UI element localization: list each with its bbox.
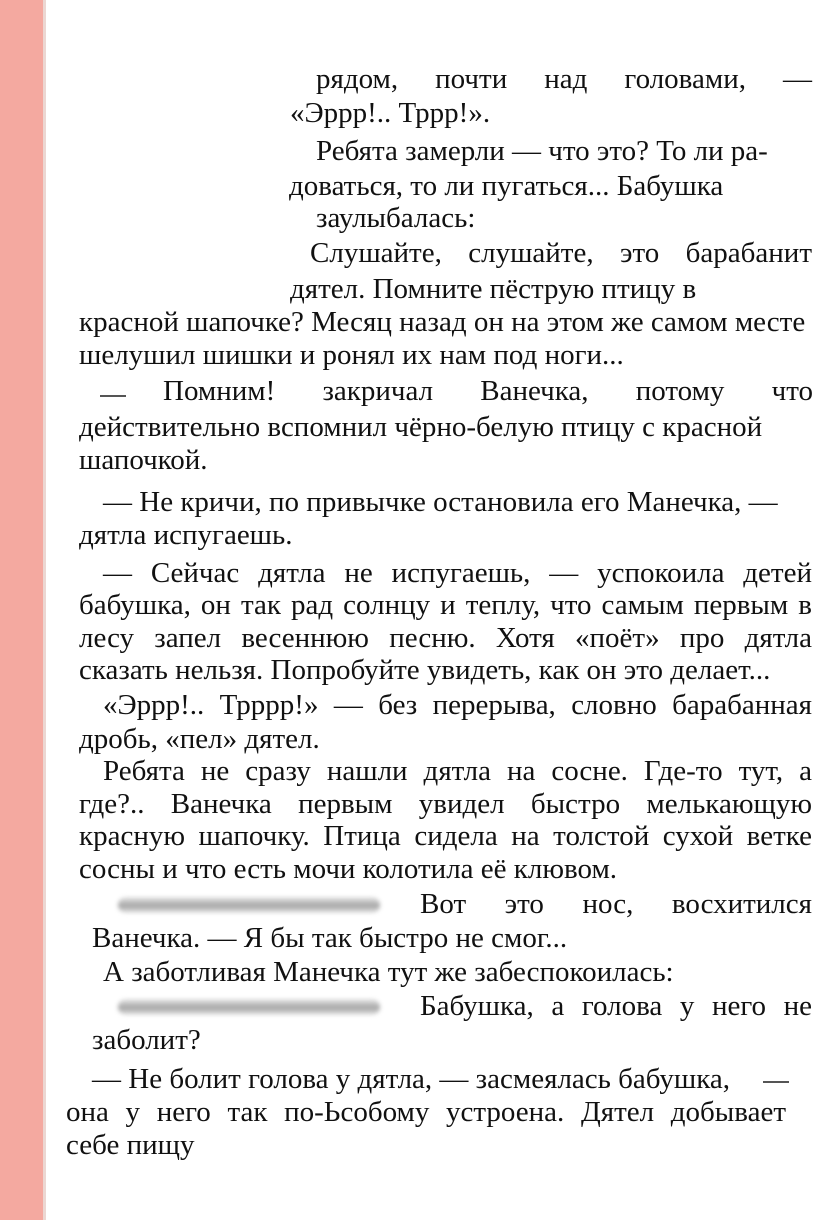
dash-mark <box>763 1081 789 1083</box>
dash-mark <box>100 395 126 397</box>
text-line: Ребята не сразу нашли дятла на сосне. Где-то тут, а <box>103 755 812 787</box>
text-line: «Эррр!.. Трррр!» — без перерыва, словно барабанная <box>103 689 812 721</box>
text-line: — Не болит голова у дятла, — засмеялась бабушка, <box>92 1063 731 1095</box>
blurred-dash <box>118 999 380 1015</box>
text-line: бабушка, он так рад солнцу и теплу, что самым первым в <box>79 589 812 621</box>
text-line: дятла испугаешь. <box>79 519 293 551</box>
text-line: заулыбалась: <box>316 202 476 234</box>
page-margin-strip <box>0 0 46 1220</box>
text-line: Ванечка. — Я бы так быстро не смог... <box>92 922 568 954</box>
text-line: Вот это нос, восхитился <box>420 888 812 920</box>
text-line: дробь, «пел» дятел. <box>79 723 320 755</box>
text-line: дятел. Помните пёструю птицу в <box>290 273 697 305</box>
text-line: красную шапочку. Птица сидела на толстой сухой ветке <box>79 820 812 852</box>
text-line: она у него так по-Ьсобому устроена. Дятел добывает <box>66 1096 786 1128</box>
text-line: Слушайте, слушайте, это барабанит <box>310 237 812 269</box>
text-line: А заботливая Манечка тут же забеспокоилась: <box>103 956 674 988</box>
text-line: себе пищу <box>66 1129 195 1161</box>
text-line: где?.. Ванечка первым увидел быстро мелькающую <box>79 788 812 820</box>
text-line: рядом, почти над головами, — <box>316 63 812 95</box>
text-line: сказать нельзя. Попробуйте увидеть, как он это делает... <box>79 654 771 686</box>
text-line: шелушил шишки и ронял их нам под ноги... <box>79 339 624 371</box>
text-line: заболит? <box>92 1024 201 1056</box>
text-line: лесу запел весеннюю песню. Хотя «поёт» про дятла <box>79 622 812 654</box>
text-line: действительно вспомнил чёрно-белую птицу с красной <box>79 411 763 443</box>
text-line: — Не кричи, по привычке остановила его Манечка, — <box>103 486 778 518</box>
text-line: шапочкой. <box>79 444 208 476</box>
text-line: Помним! закричал Ванечка, потому что <box>163 375 813 407</box>
text-line: сосны и что есть мочи колотила её клювом. <box>79 853 618 885</box>
text-line: «Эррр!.. Тррр!». <box>290 97 491 129</box>
text-line: Ребята замерли — что это? То ли ра- <box>316 135 768 167</box>
text-line: — Сейчас дятла не испугаешь, — успокоила детей <box>103 557 812 589</box>
blurred-dash <box>118 897 380 913</box>
text-line: Бабушка, а голова у него не <box>420 990 812 1022</box>
text-line: красной шапочке? Месяц назад он на этом же самом месте <box>79 306 806 338</box>
text-line: доваться, то ли пугаться... Бабушка <box>289 170 724 202</box>
